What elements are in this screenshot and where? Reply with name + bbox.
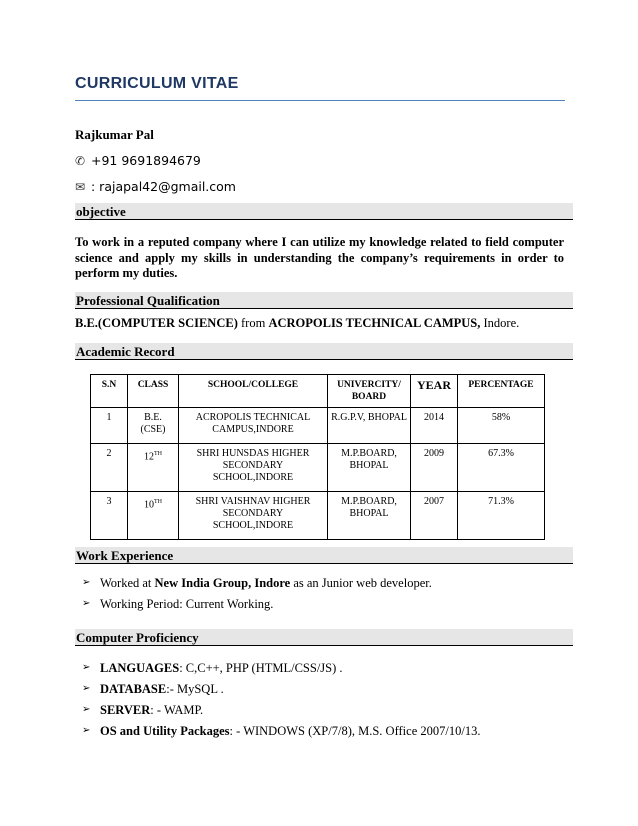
academic-table bbox=[90, 374, 545, 540]
cell-sn: 1 bbox=[91, 408, 128, 444]
work-list bbox=[82, 576, 432, 618]
cell-board: R.G.P.V, BHOPAL bbox=[328, 408, 411, 444]
table-row bbox=[91, 444, 545, 492]
phone-icon: ✆ bbox=[75, 153, 86, 168]
phone-number: +91 9691894679 bbox=[91, 153, 201, 168]
skill-key: SERVER bbox=[100, 703, 151, 717]
cell-class bbox=[128, 408, 179, 444]
list-item bbox=[82, 576, 432, 597]
arrow-bullet-icon: ➢ bbox=[82, 577, 91, 588]
section-computer bbox=[75, 629, 573, 646]
work-text: Working Period: Current Working. bbox=[100, 597, 274, 611]
cell-percentage: 71.3% bbox=[458, 492, 545, 540]
computer-list bbox=[82, 661, 480, 745]
skill-value: : C,C++, PHP (HTML/CSS/JS) . bbox=[179, 661, 343, 675]
class-text: B.E. bbox=[144, 412, 162, 423]
cell-school: SHRI VAISHNAV HIGHER SECONDARY SCHOOL,INDORE bbox=[179, 492, 328, 540]
work-text: as an Junior web developer. bbox=[290, 576, 432, 590]
cell-sn: 3 bbox=[91, 492, 128, 540]
cell-sn: 2 bbox=[91, 444, 128, 492]
section-heading: Work Experience bbox=[76, 548, 174, 563]
section-work bbox=[75, 547, 573, 564]
col-percentage: PERCENTAGE bbox=[458, 375, 545, 408]
cell-percentage: 58% bbox=[458, 408, 545, 444]
col-board: UNIVERCITY/ BOARD bbox=[328, 375, 411, 408]
skill-value: : - WINDOWS (XP/7/8), M.S. Office 2007/10/13. bbox=[229, 724, 481, 738]
list-item bbox=[82, 703, 480, 724]
college-name: ACROPOLIS TECHNICAL CAMPUS, bbox=[268, 316, 481, 330]
section-qualification bbox=[75, 292, 573, 309]
envelope-icon: ✉ bbox=[75, 179, 86, 194]
city: Indore. bbox=[480, 316, 520, 330]
work-text: Worked at bbox=[100, 576, 155, 590]
table-row bbox=[91, 408, 545, 444]
from-text: from bbox=[237, 316, 269, 330]
table-header-row bbox=[91, 375, 545, 408]
table-row bbox=[91, 492, 545, 540]
list-item bbox=[82, 597, 432, 618]
cell-year: 2007 bbox=[411, 492, 458, 540]
candidate-name: Rajkumar Pal bbox=[75, 127, 154, 142]
email-line bbox=[75, 179, 236, 194]
list-item bbox=[82, 661, 480, 682]
arrow-bullet-icon: ➢ bbox=[82, 683, 91, 694]
skill-key: OS and Utility Packages bbox=[100, 724, 230, 738]
arrow-bullet-icon: ➢ bbox=[82, 598, 91, 609]
list-item bbox=[82, 682, 480, 703]
page-title: CURRICULUM VITAE bbox=[75, 75, 239, 92]
cell-board: M.P.BOARD, BHOPAL bbox=[328, 444, 411, 492]
section-academic bbox=[75, 343, 573, 360]
cell-board: M.P.BOARD, BHOPAL bbox=[328, 492, 411, 540]
cell-school: SHRI HUNSDAS HIGHER SECONDARY SCHOOL,INDORE bbox=[179, 444, 328, 492]
cell-school: ACROPOLIS TECHNICAL CAMPUS,INDORE bbox=[179, 408, 328, 444]
skill-value: : - WAMP. bbox=[150, 703, 204, 717]
cell-class bbox=[128, 444, 179, 492]
degree: B.E.(COMPUTER SCIENCE) bbox=[75, 316, 238, 330]
class-text: 12 bbox=[144, 451, 154, 463]
class-suffix: TH bbox=[154, 451, 162, 457]
cell-class bbox=[128, 492, 179, 540]
employer-name: New India Group, Indore bbox=[154, 576, 291, 590]
cell-year: 2014 bbox=[411, 408, 458, 444]
arrow-bullet-icon: ➢ bbox=[82, 725, 91, 736]
skill-value: :- MySQL . bbox=[166, 682, 224, 696]
col-class: CLASS bbox=[128, 375, 179, 408]
objective-text: To work in a reputed company where I can utilize my knowledge related to field computer science and apply my skills in understanding the company’s requirements in order to perform my duties. bbox=[75, 235, 564, 280]
qualification-line bbox=[75, 316, 519, 331]
skill-key: DATABASE bbox=[100, 682, 167, 696]
section-heading: objective bbox=[76, 204, 126, 219]
cell-percentage: 67.3% bbox=[458, 444, 545, 492]
section-heading: Academic Record bbox=[76, 344, 175, 359]
col-school: SCHOOL/COLLEGE bbox=[179, 375, 328, 408]
arrow-bullet-icon: ➢ bbox=[82, 662, 91, 673]
phone-line bbox=[75, 153, 201, 168]
section-heading: Professional Qualification bbox=[76, 293, 220, 308]
section-heading: Computer Proficiency bbox=[76, 630, 199, 645]
email-address: : rajapal42@gmail.com bbox=[91, 179, 236, 194]
arrow-bullet-icon: ➢ bbox=[82, 704, 91, 715]
class-text: 10 bbox=[144, 499, 154, 511]
class-suffix: TH bbox=[154, 499, 162, 505]
list-item bbox=[82, 724, 480, 745]
title-divider bbox=[75, 100, 565, 101]
cell-year: 2009 bbox=[411, 444, 458, 492]
col-year: YEAR bbox=[411, 375, 458, 408]
skill-key: LANGUAGES bbox=[100, 661, 180, 675]
class-text: (CSE) bbox=[140, 424, 166, 435]
section-objective bbox=[75, 203, 573, 220]
col-sn: S.N bbox=[91, 375, 128, 408]
